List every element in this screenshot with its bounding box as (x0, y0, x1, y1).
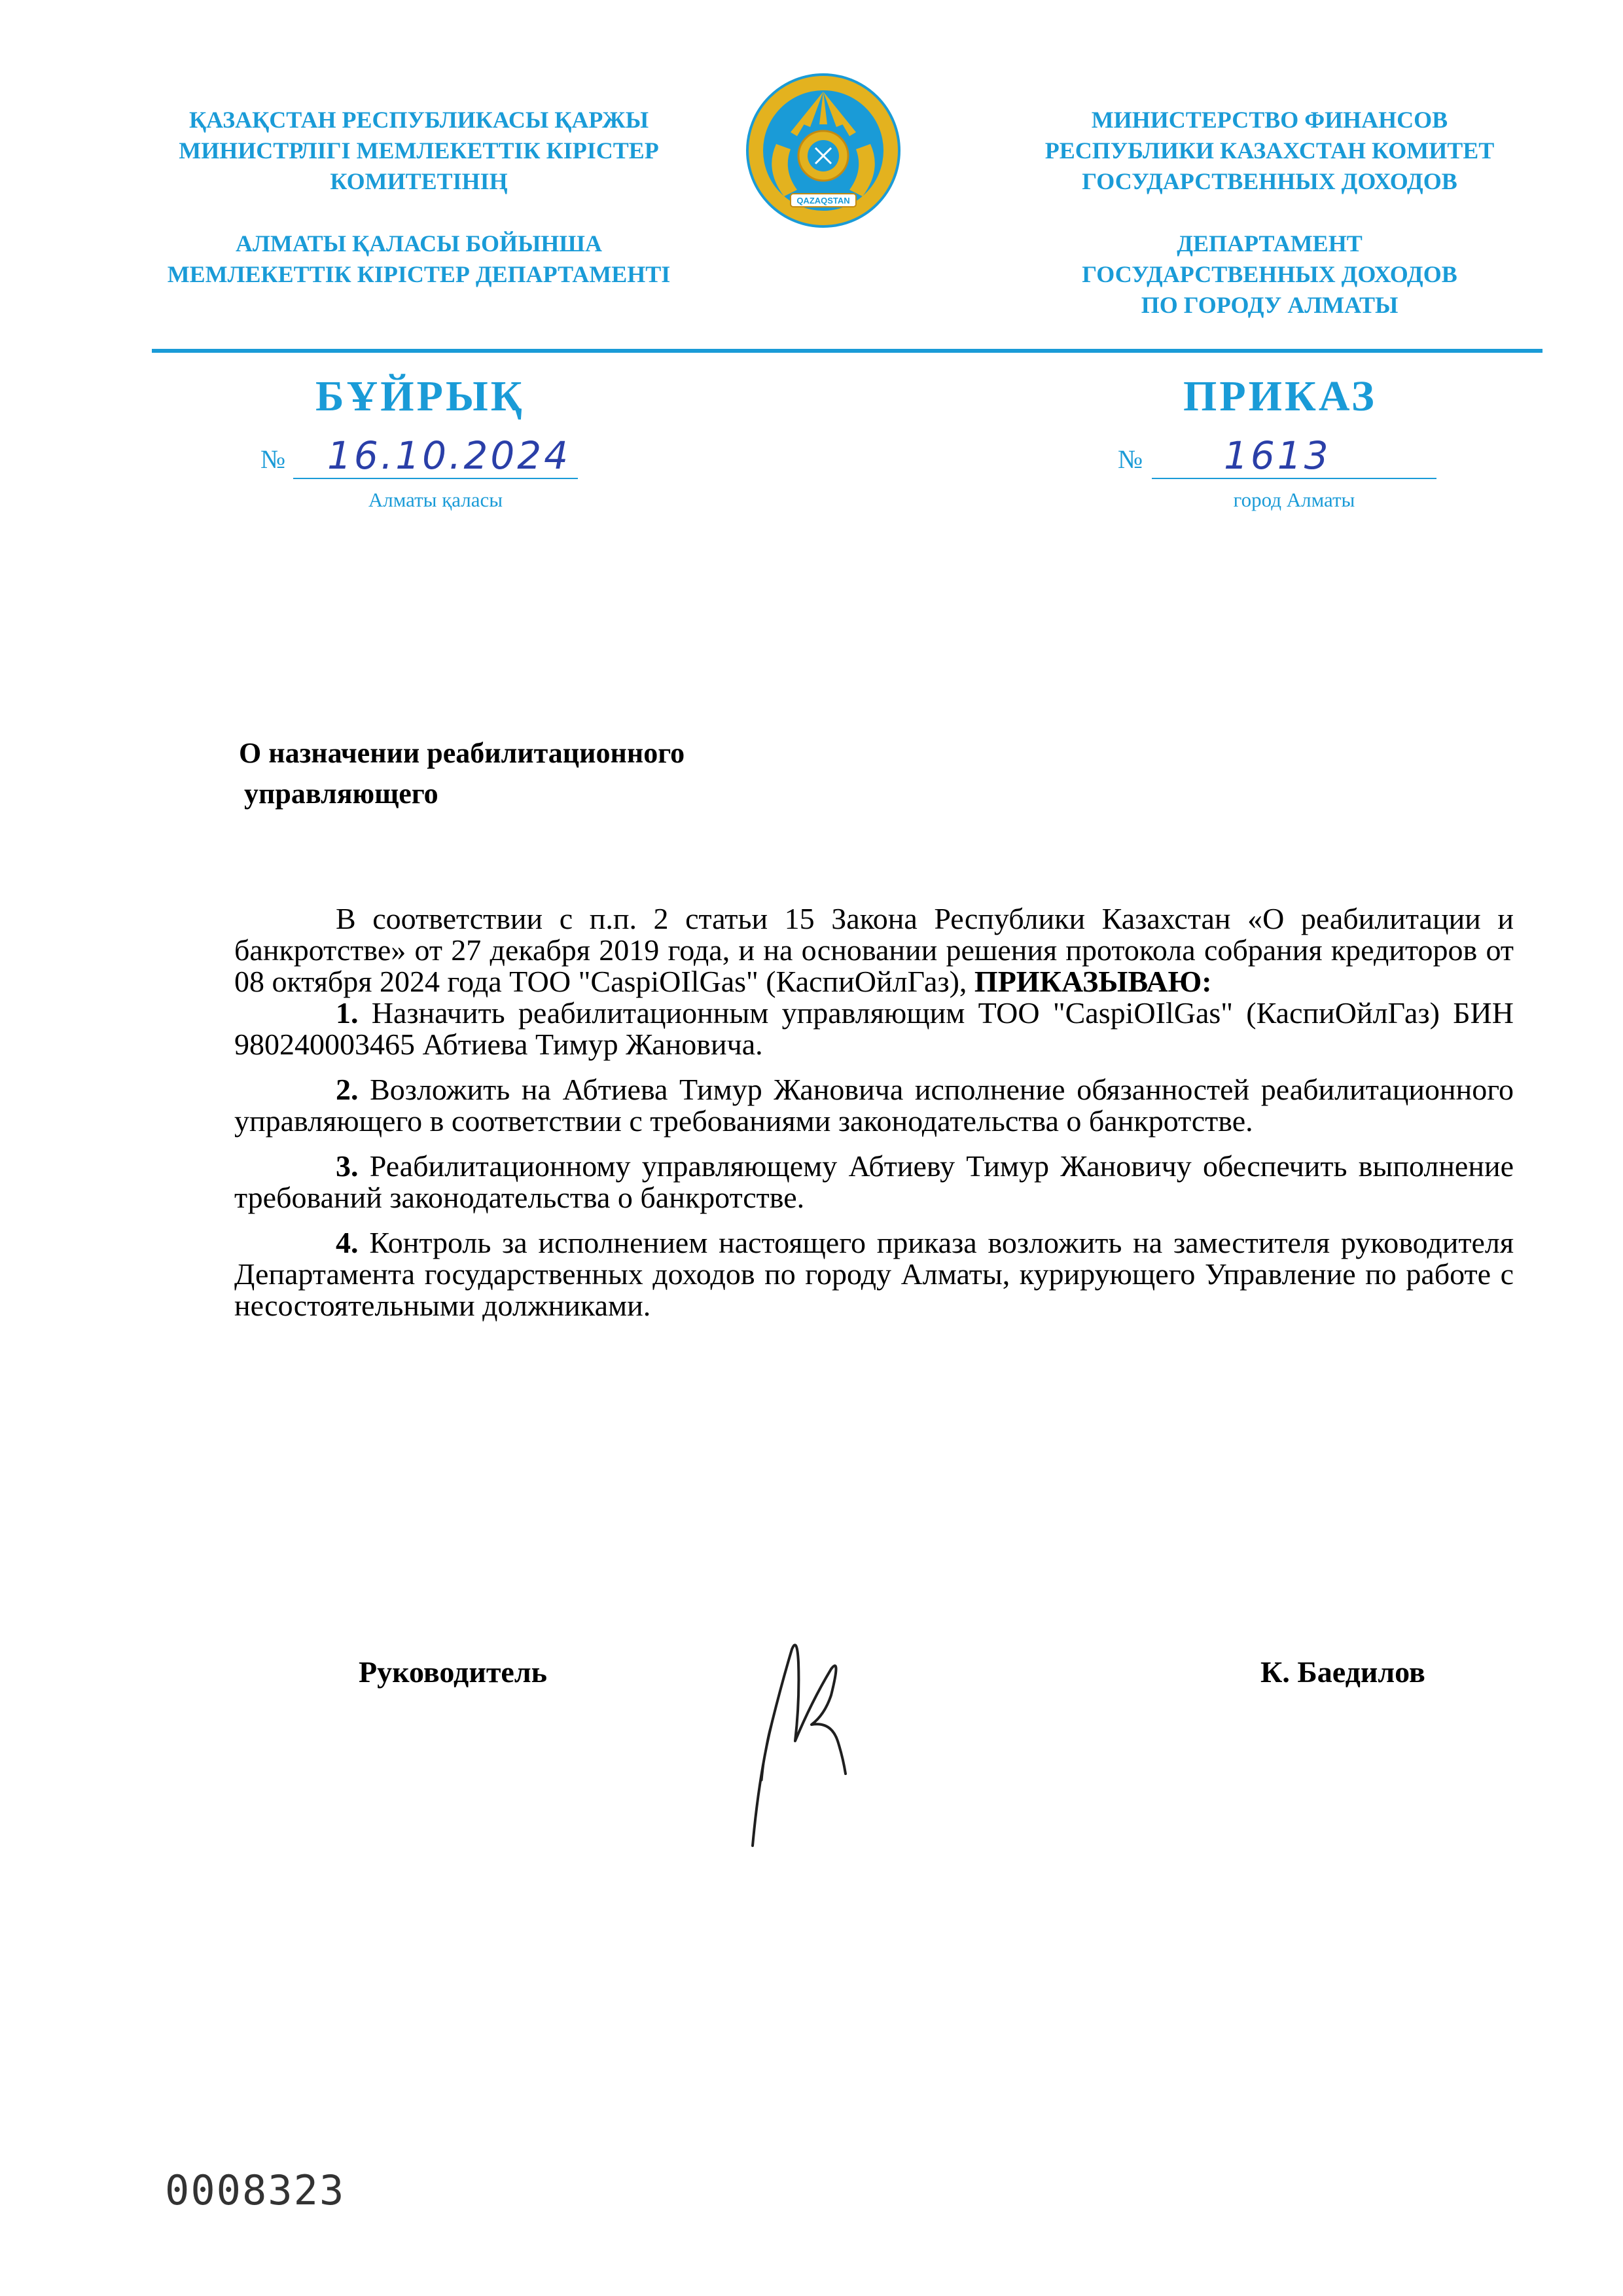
city-kz: Алматы қаласы (368, 488, 503, 511)
serial-number: 0008323 (165, 2166, 346, 2214)
order-item: 4. Контроль за исполнением настоящего приказа возложить на заместителя руководителя Департамента государственных доходов по городу Алматы, курирующего Управление по работе с несостоятельными должниками. (234, 1226, 1514, 1322)
header-kz-line: КОМИТЕТІНІҢ (330, 168, 508, 194)
order-body (234, 903, 1514, 1335)
body-intro: В соответствии с п.п. 2 статьи 15 Закона Республики Казахстан «О реабилитации и банкротстве» от 27 декабря 2019 года, и на основании решения протокола собрания кредиторов от 08 октября 2024 года ТОО "CaspiOIlGas" (КаспиОйлГаз), ПРИКАЗЫВАЮ: (234, 902, 1514, 998)
header-ru-line: РЕСПУБЛИКИ КАЗАХСТАН КОМИТЕТ (1044, 137, 1495, 164)
header-ru-line: ГОСУДАРСТВЕННЫХ ДОХОДОВ (1082, 168, 1457, 194)
handwritten-date: 16.10.2024 (327, 433, 571, 478)
order-item: 2. Возложить на Абтиева Тимур Жановича исполнение обязанностей реабилитационного управляющего в соответствии с требованиями законодательства о банкротстве. (234, 1073, 1514, 1138)
number-sign-ru: № (1118, 444, 1143, 474)
header-ru-line: ПО ГОРОДУ АЛМАТЫ (1141, 292, 1399, 318)
emblem-label: QAZAQSTAN (796, 196, 850, 206)
header-ru-line: ГОСУДАРСТВЕННЫХ ДОХОДОВ (1082, 261, 1457, 287)
header-kz-line: МЕМЛЕКЕТТІК КІРІСТЕР ДЕПАРТАМЕНТІ (167, 261, 671, 287)
header-kz-line: ҚАЗАҚСТАН РЕСПУБЛИКАСЫ ҚАРЖЫ (188, 107, 649, 133)
header-russian (995, 105, 1544, 321)
order-subject (239, 733, 685, 814)
header-kazakh (118, 105, 720, 290)
header-ru-line: МИНИСТЕРСТВО ФИНАНСОВ (1091, 107, 1448, 133)
header-kz-line: АЛМАТЫ ҚАЛАСЫ БОЙЫНША (236, 230, 602, 257)
handwritten-signature-icon (733, 1610, 877, 1859)
city-ru: город Алматы (1233, 488, 1355, 511)
subject-line: управляющего (244, 778, 438, 810)
order-title-ru: ПРИКАЗ (1183, 372, 1377, 420)
header-ru-line: ДЕПАРТАМЕНТ (1177, 230, 1363, 257)
handwritten-number: 1613 (1224, 433, 1331, 478)
order-item: 1. Назначить реабилитационным управляющим ТОО "CaspiOIlGas" (КаспиОйлГаз) БИН 980240003465 Абтиева Тимур Жановича. (234, 996, 1514, 1061)
signatory-title: Руководитель (359, 1655, 547, 1689)
header-kz-line: МИНИСТРЛІГІ МЕМЛЕКЕТТІК КІРІСТЕР (179, 137, 659, 164)
subject-line: О назначении реабилитационного (239, 737, 685, 769)
signatory-name: К. Баедилов (1260, 1655, 1425, 1689)
body-intro-bold: ПРИКАЗЫВАЮ: (974, 965, 1212, 998)
state-emblem-icon (745, 72, 902, 229)
order-item: 3. Реабилитационному управляющему Абтиеву Тимур Жановичу обеспечить выполнение требований законодательства о банкротстве. (234, 1149, 1514, 1214)
order-title-kz: БҰЙРЫҚ (315, 372, 525, 420)
number-sign-kz: № (260, 444, 286, 474)
header-divider (152, 349, 1543, 353)
